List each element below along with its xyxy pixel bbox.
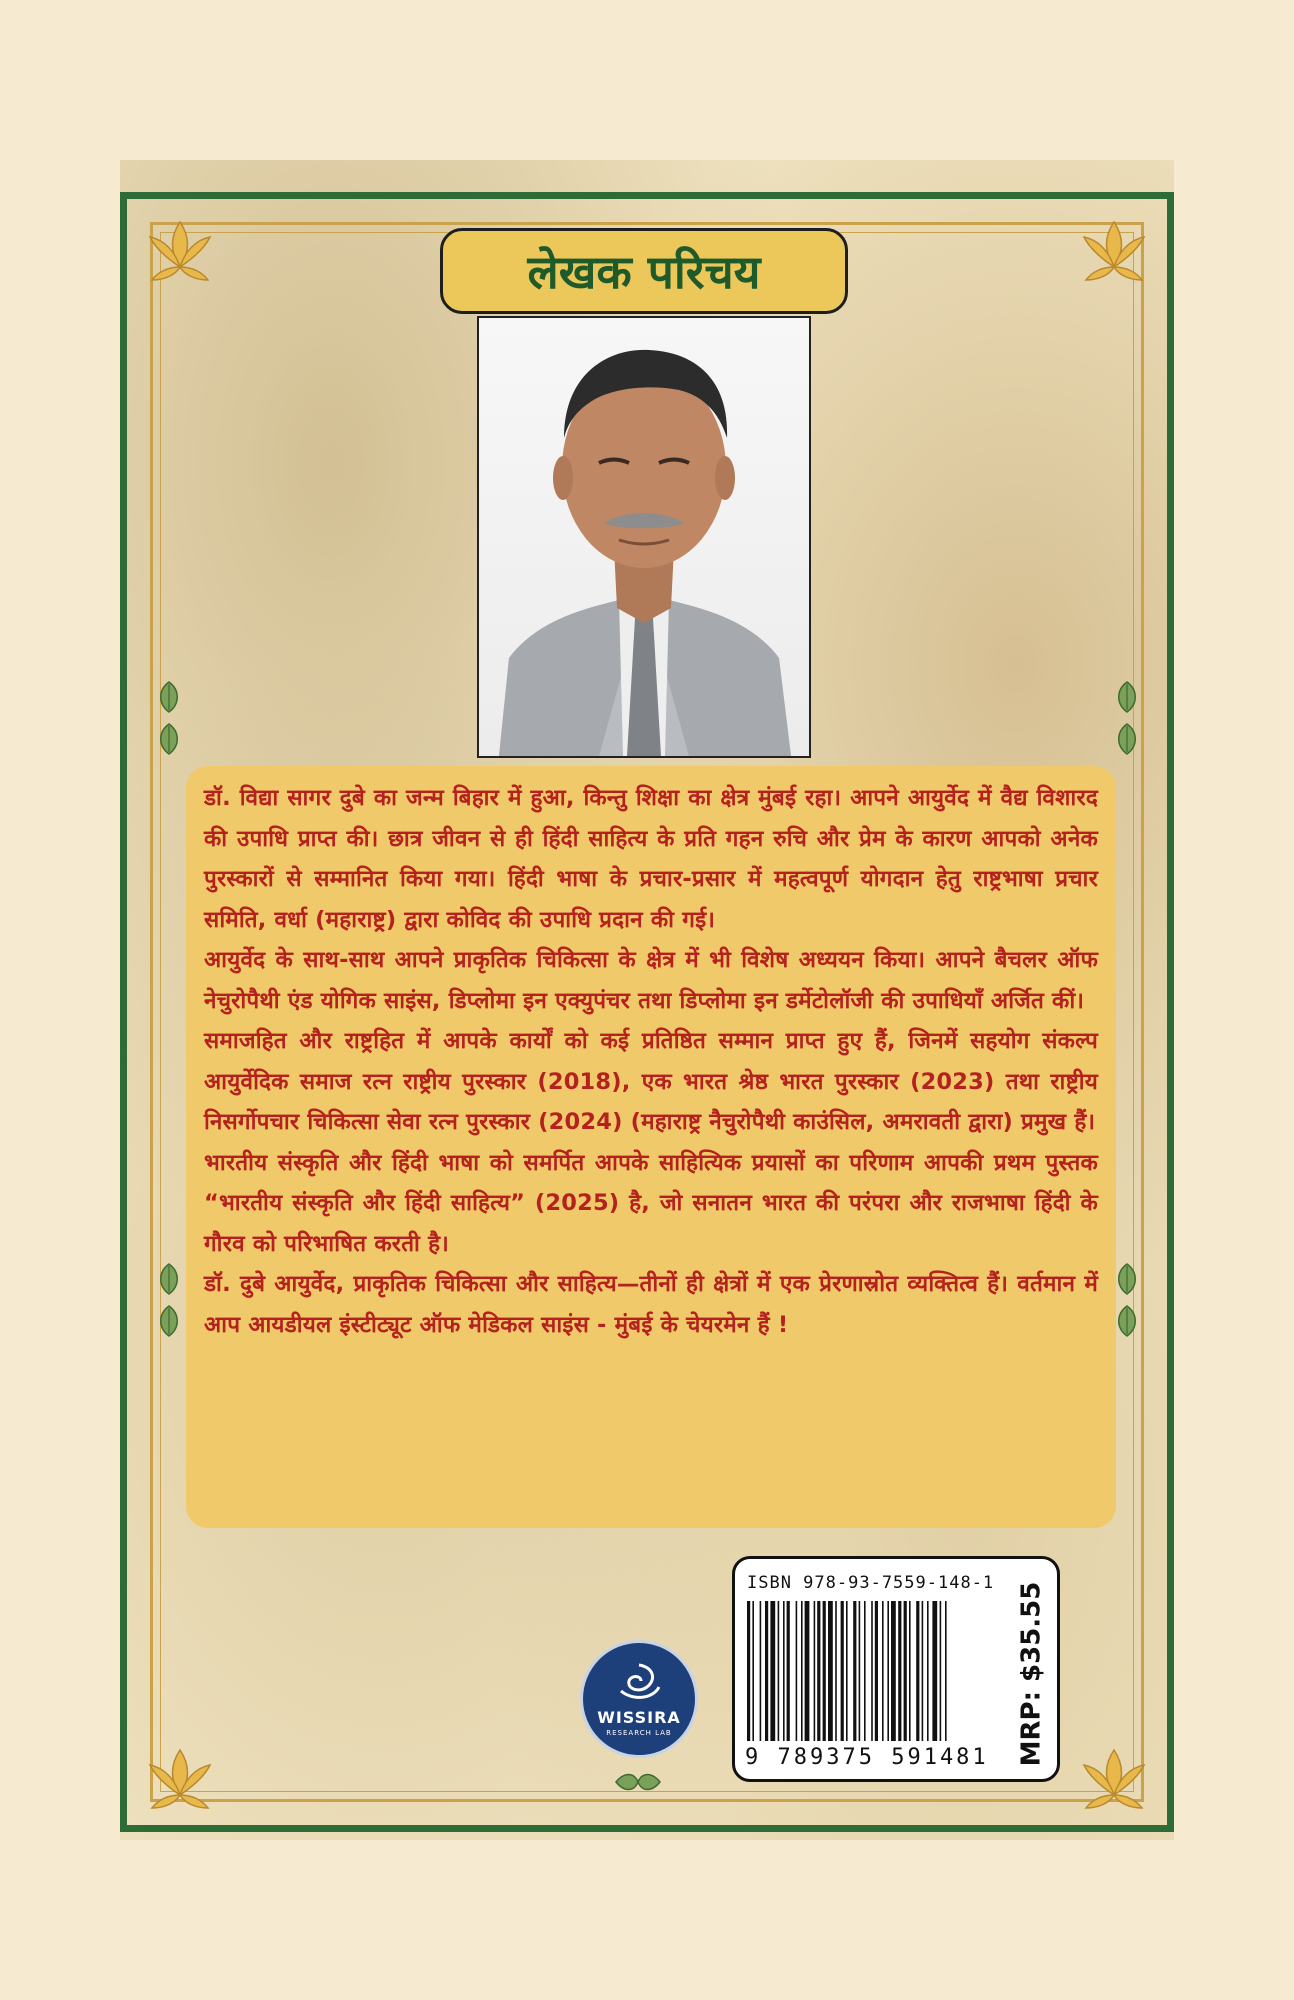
leaf-ornament-icon xyxy=(612,1768,664,1796)
publisher-tagline: RESEARCH LAB xyxy=(606,1729,672,1737)
bio-paragraph: भारतीय संस्कृति और हिंदी भाषा को समर्पित आपके साहित्यिक प्रयासों का परिणाम आपकी प्रथम पुस्तक “भारतीय संस्कृति और हिंदी साहित्य” (2025) है, जो सनातन भारत की परंपरा और राजभाषा हिंदी के गौरव को परिभाषित करती है। xyxy=(204,1149,1098,1257)
lotus-ornament-icon xyxy=(140,1740,220,1820)
publisher-name: WISSIRA xyxy=(597,1708,681,1727)
page-title: लेखक परिचय xyxy=(527,245,761,299)
price-label-wrap xyxy=(1011,1579,1051,1769)
leaf-ornament-icon xyxy=(152,680,186,714)
leaf-ornament-icon xyxy=(152,1262,186,1296)
title-banner xyxy=(440,228,848,314)
author-photo xyxy=(477,316,811,758)
barcode-box xyxy=(732,1556,1060,1782)
publisher-logo xyxy=(580,1640,698,1758)
lotus-ornament-icon xyxy=(1074,1740,1154,1820)
leaf-ornament-icon xyxy=(1110,722,1144,756)
bio-paragraph: डॉ. विद्या सागर दुबे का जन्म बिहार में हुआ, किन्तु शिक्षा का क्षेत्र मुंबई रहा। आपने आयुर्वेद में वैद्य विशारद की उपाधि प्राप्त की। छात्र जीवन से ही हिंदी साहित्य के प्रति गहन रुचि और प्रेम के कारण आपको अनेक पुरस्कारों से सम्मानित किया गया। हिंदी भाषा के प्रचार-प्रसार में महत्वपूर्ण योगदान हेतु राष्ट्रभाषा प्रचार समिति, वर्धा (महाराष्ट्र) द्वारा कोविद की उपाधि प्रदान की गई। xyxy=(204,785,1098,933)
author-portrait-icon xyxy=(479,318,809,756)
lotus-ornament-icon xyxy=(140,212,220,292)
leaf-ornament-icon xyxy=(152,722,186,756)
swirl-logo-icon xyxy=(609,1661,669,1703)
author-bio-box xyxy=(186,766,1116,1528)
bio-paragraph: आयुर्वेद के साथ-साथ आपने प्राकृतिक चिकित्सा के क्षेत्र में भी विशेष अध्ययन किया। आपने बैचलर ऑफ नेचुरोपैथी एंड योगिक साइंस, डिप्लोमा इन एक्युपंचर तथा डिप्लोमा इन डर्मेटोलॉजी की उपाधियाँ अर्जित कीं। xyxy=(204,947,1098,1014)
barcode-number: 9 789375 591481 xyxy=(745,1745,989,1770)
lotus-ornament-icon xyxy=(1074,212,1154,292)
isbn-label: ISBN 978-93-7559-148-1 xyxy=(747,1573,995,1593)
leaf-ornament-icon xyxy=(1110,680,1144,714)
bio-paragraph: डॉ. दुबे आयुर्वेद, प्राकृतिक चिकित्सा और साहित्य—तीनों ही क्षेत्रों में एक प्रेरणास्रोत व्यक्तित्व हैं। वर्तमान में आप आयडीयल इंस्टीट्यूट ऑफ मेडिकल साइंस - मुंबई के चेयरमेन हैं ! xyxy=(204,1271,1098,1338)
price-label: MRP: $35.55 xyxy=(1016,1581,1047,1767)
bio-paragraph: समाजहित और राष्ट्रहित में आपके कार्यों को कई प्रतिष्ठित सम्मान प्राप्त हुए हैं, जिनमें सहयोग संकल्प आयुर्वेदिक समाज रत्न राष्ट्रीय पुरस्कार (2018), एक भारत श्रेष्ठ भारत पुरस्कार (2023) तथा राष्ट्रीय निसर्गोपचार चिकित्सा सेवा रत्न पुरस्कार (2024) (महाराष्ट्र नैचुरोपैथी काउंसिल, अमरावती द्वारा) प्रमुख हैं। xyxy=(204,1028,1098,1135)
leaf-ornament-icon xyxy=(152,1304,186,1338)
barcode-icon xyxy=(745,1601,1007,1743)
